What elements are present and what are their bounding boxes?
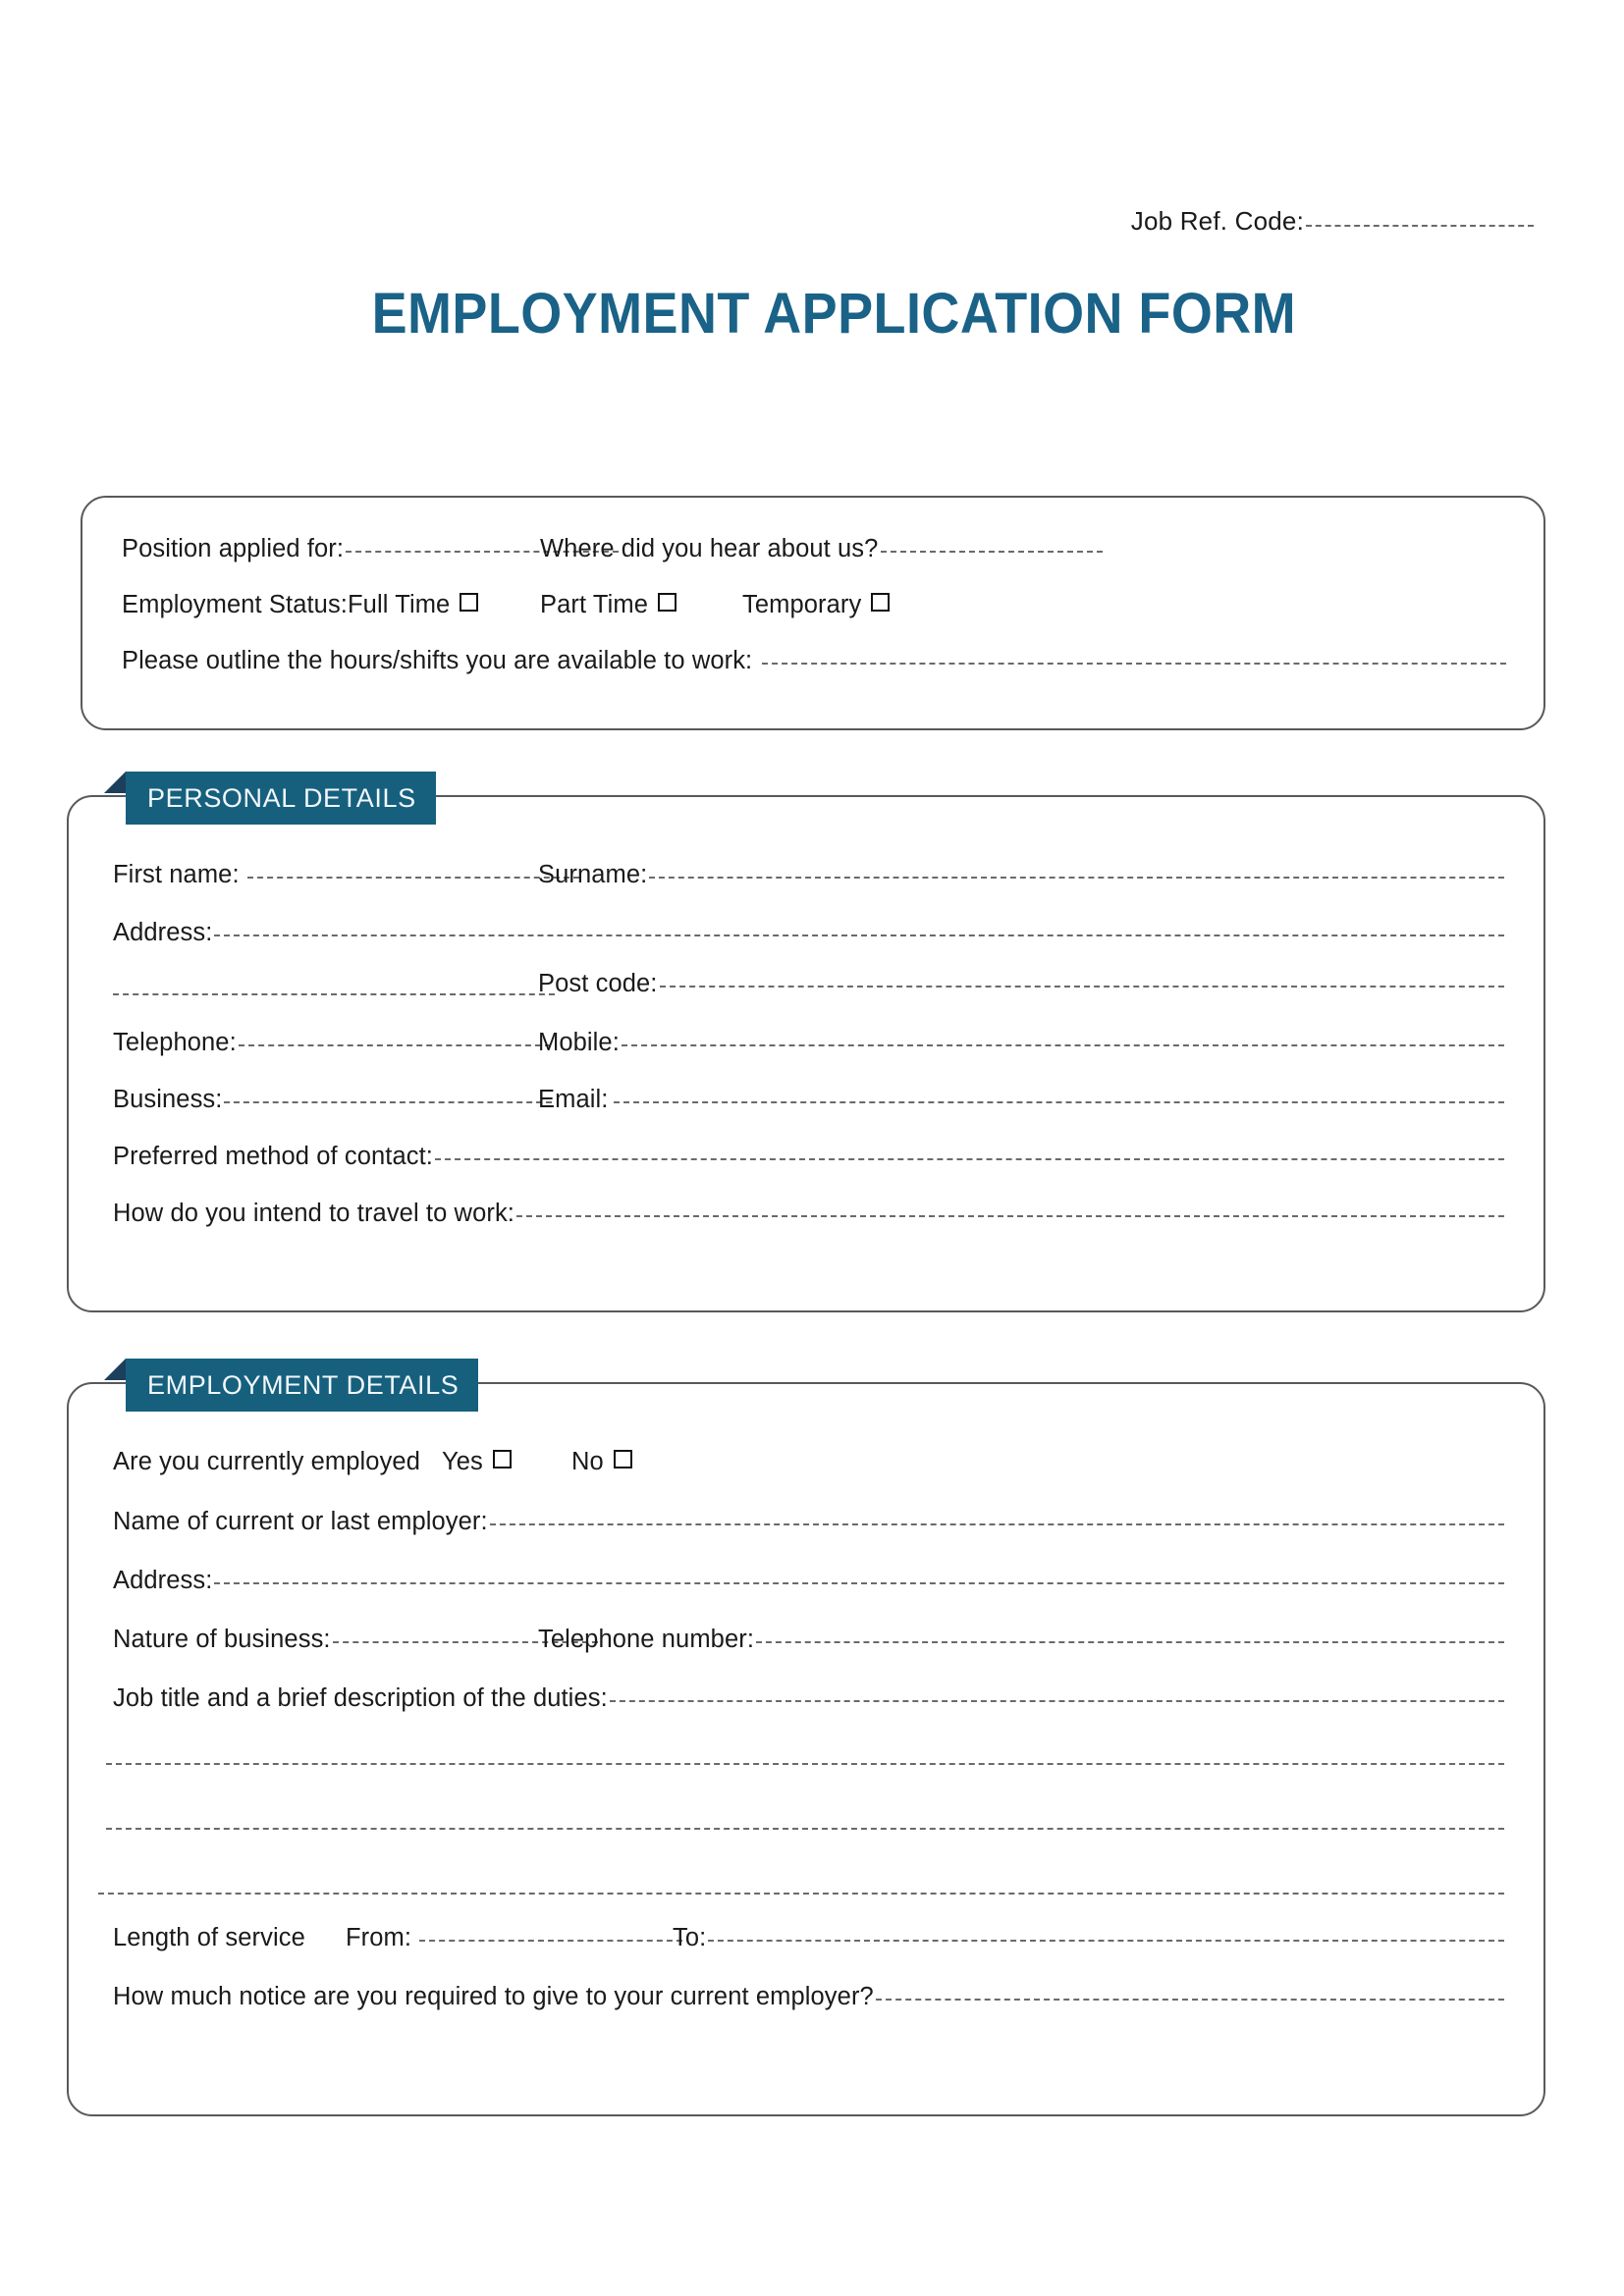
hours-shifts-input[interactable] bbox=[762, 663, 1506, 665]
notice-required-label: How much notice are you required to give to your current employer? bbox=[113, 1983, 874, 2010]
email-row bbox=[538, 1086, 1504, 1114]
status-option-full-time[interactable] bbox=[348, 591, 478, 619]
email-input[interactable] bbox=[614, 1101, 1504, 1103]
notice-required-input[interactable] bbox=[876, 1999, 1504, 2001]
preferred-contact-label: Preferred method of contact: bbox=[113, 1143, 433, 1170]
ribbon-fold-decoration bbox=[104, 772, 126, 793]
post-code-row bbox=[538, 970, 1504, 998]
job-title-duties-label: Job title and a brief description of the duties: bbox=[113, 1684, 608, 1712]
employer-name-row bbox=[113, 1508, 1504, 1536]
first-name-input[interactable] bbox=[247, 877, 579, 879]
status-option-full-time-label: Full Time bbox=[348, 591, 451, 618]
nature-of-business-row bbox=[113, 1626, 598, 1654]
section-header-employment-details bbox=[126, 1359, 478, 1412]
currently-employed-label: Are you currently employed bbox=[113, 1448, 420, 1475]
first-name-label: First name: bbox=[113, 861, 240, 888]
length-of-service-to-row bbox=[673, 1924, 1504, 1952]
telephone-input[interactable] bbox=[239, 1044, 551, 1046]
status-option-full-time-checkbox[interactable] bbox=[460, 593, 478, 612]
job-title-duties-row bbox=[113, 1684, 1504, 1713]
address-label: Address: bbox=[113, 919, 213, 946]
status-option-part-time[interactable] bbox=[540, 591, 677, 619]
mobile-label: Mobile: bbox=[538, 1029, 620, 1056]
business-row bbox=[113, 1086, 552, 1114]
preferred-contact-input[interactable] bbox=[435, 1158, 1504, 1160]
first-name-row bbox=[113, 861, 579, 889]
job-title-duties-input-line-3[interactable] bbox=[106, 1828, 1504, 1830]
employer-name-input[interactable] bbox=[490, 1523, 1504, 1525]
length-of-service-row bbox=[113, 1924, 305, 1952]
preferred-contact-row bbox=[113, 1143, 1504, 1171]
length-of-service-to-input[interactable] bbox=[708, 1940, 1504, 1942]
status-option-temporary-label: Temporary bbox=[742, 591, 862, 618]
email-label: Email: bbox=[538, 1086, 609, 1113]
job-ref-code-row bbox=[1131, 206, 1534, 237]
status-option-temporary[interactable] bbox=[742, 591, 890, 619]
address-input-line-2[interactable] bbox=[113, 993, 555, 995]
employer-telephone-label: Telephone number: bbox=[538, 1626, 755, 1653]
length-of-service-from-row bbox=[346, 1924, 682, 1952]
travel-to-work-label: How do you intend to travel to work: bbox=[113, 1200, 514, 1227]
position-applied-label: Position applied for: bbox=[122, 535, 345, 562]
address-input-line-1[interactable] bbox=[214, 934, 1504, 936]
post-code-label: Post code: bbox=[538, 970, 658, 997]
length-of-service-from-input[interactable] bbox=[419, 1940, 682, 1942]
section-header-personal-details bbox=[126, 772, 436, 825]
post-code-input[interactable] bbox=[660, 986, 1505, 988]
currently-employed-option-yes-label: Yes bbox=[442, 1448, 483, 1475]
job-ref-code-label: Job Ref. Code: bbox=[1130, 206, 1304, 236]
job-ref-code-input[interactable] bbox=[1306, 225, 1534, 227]
surname-label: Surname: bbox=[538, 861, 648, 888]
length-of-service-from-label: From: bbox=[346, 1924, 412, 1951]
hours-shifts-label: Please outline the hours/shifts you are available to work: bbox=[122, 647, 753, 674]
hear-about-us-row bbox=[540, 535, 1103, 563]
notice-required-row bbox=[113, 1983, 1504, 2011]
status-option-temporary-checkbox[interactable] bbox=[871, 593, 890, 612]
job-title-duties-input-line-4[interactable] bbox=[98, 1893, 1504, 1895]
business-input[interactable] bbox=[224, 1101, 552, 1103]
business-label: Business: bbox=[113, 1086, 223, 1113]
employment-details-panel bbox=[67, 1382, 1545, 2116]
employer-address-label: Address: bbox=[113, 1567, 213, 1594]
surname-input[interactable] bbox=[649, 877, 1504, 879]
travel-to-work-row bbox=[113, 1200, 1504, 1228]
employer-telephone-input[interactable] bbox=[756, 1641, 1504, 1643]
length-of-service-label: Length of service bbox=[113, 1924, 305, 1951]
nature-of-business-label: Nature of business: bbox=[113, 1626, 331, 1653]
currently-employed-option-yes-checkbox[interactable] bbox=[493, 1450, 512, 1468]
mobile-input[interactable] bbox=[622, 1044, 1504, 1046]
currently-employed-option-no-label: No bbox=[571, 1448, 604, 1475]
application-summary-panel bbox=[81, 496, 1545, 730]
hear-about-us-input[interactable] bbox=[881, 551, 1103, 553]
currently-employed-option-no-checkbox[interactable] bbox=[614, 1450, 632, 1468]
employer-address-input[interactable] bbox=[214, 1582, 1504, 1584]
address-row bbox=[113, 919, 1504, 947]
section-header-personal-details-label: PERSONAL DETAILS bbox=[147, 782, 416, 813]
currently-employed-option-yes[interactable] bbox=[442, 1448, 512, 1476]
section-header-employment-details-label: EMPLOYMENT DETAILS bbox=[147, 1369, 460, 1400]
page-title: EMPLOYMENT APPLICATION FORM bbox=[371, 282, 1297, 346]
hours-shifts-row bbox=[122, 647, 1506, 675]
currently-employed-option-no[interactable] bbox=[571, 1448, 632, 1476]
employer-name-label: Name of current or last employer: bbox=[113, 1508, 488, 1535]
hear-about-us-label: Where did you hear about us? bbox=[540, 535, 879, 562]
length-of-service-to-label: To: bbox=[673, 1924, 707, 1951]
employer-address-row bbox=[113, 1567, 1504, 1595]
status-option-part-time-checkbox[interactable] bbox=[658, 593, 677, 612]
surname-row bbox=[538, 861, 1504, 889]
job-title-duties-input-line-2[interactable] bbox=[106, 1763, 1504, 1765]
currently-employed-row bbox=[113, 1448, 420, 1476]
employer-telephone-row bbox=[538, 1626, 1504, 1654]
telephone-label: Telephone: bbox=[113, 1029, 237, 1056]
job-title-duties-input-line-1[interactable] bbox=[610, 1700, 1504, 1702]
personal-details-panel bbox=[67, 795, 1545, 1312]
ribbon-fold-decoration bbox=[104, 1359, 126, 1380]
employment-status-label: Employment Status: bbox=[122, 591, 348, 618]
status-option-part-time-label: Part Time bbox=[540, 591, 649, 618]
travel-to-work-input[interactable] bbox=[516, 1215, 1504, 1217]
employment-status-row bbox=[122, 591, 348, 619]
mobile-row bbox=[538, 1029, 1504, 1057]
telephone-row bbox=[113, 1029, 551, 1057]
